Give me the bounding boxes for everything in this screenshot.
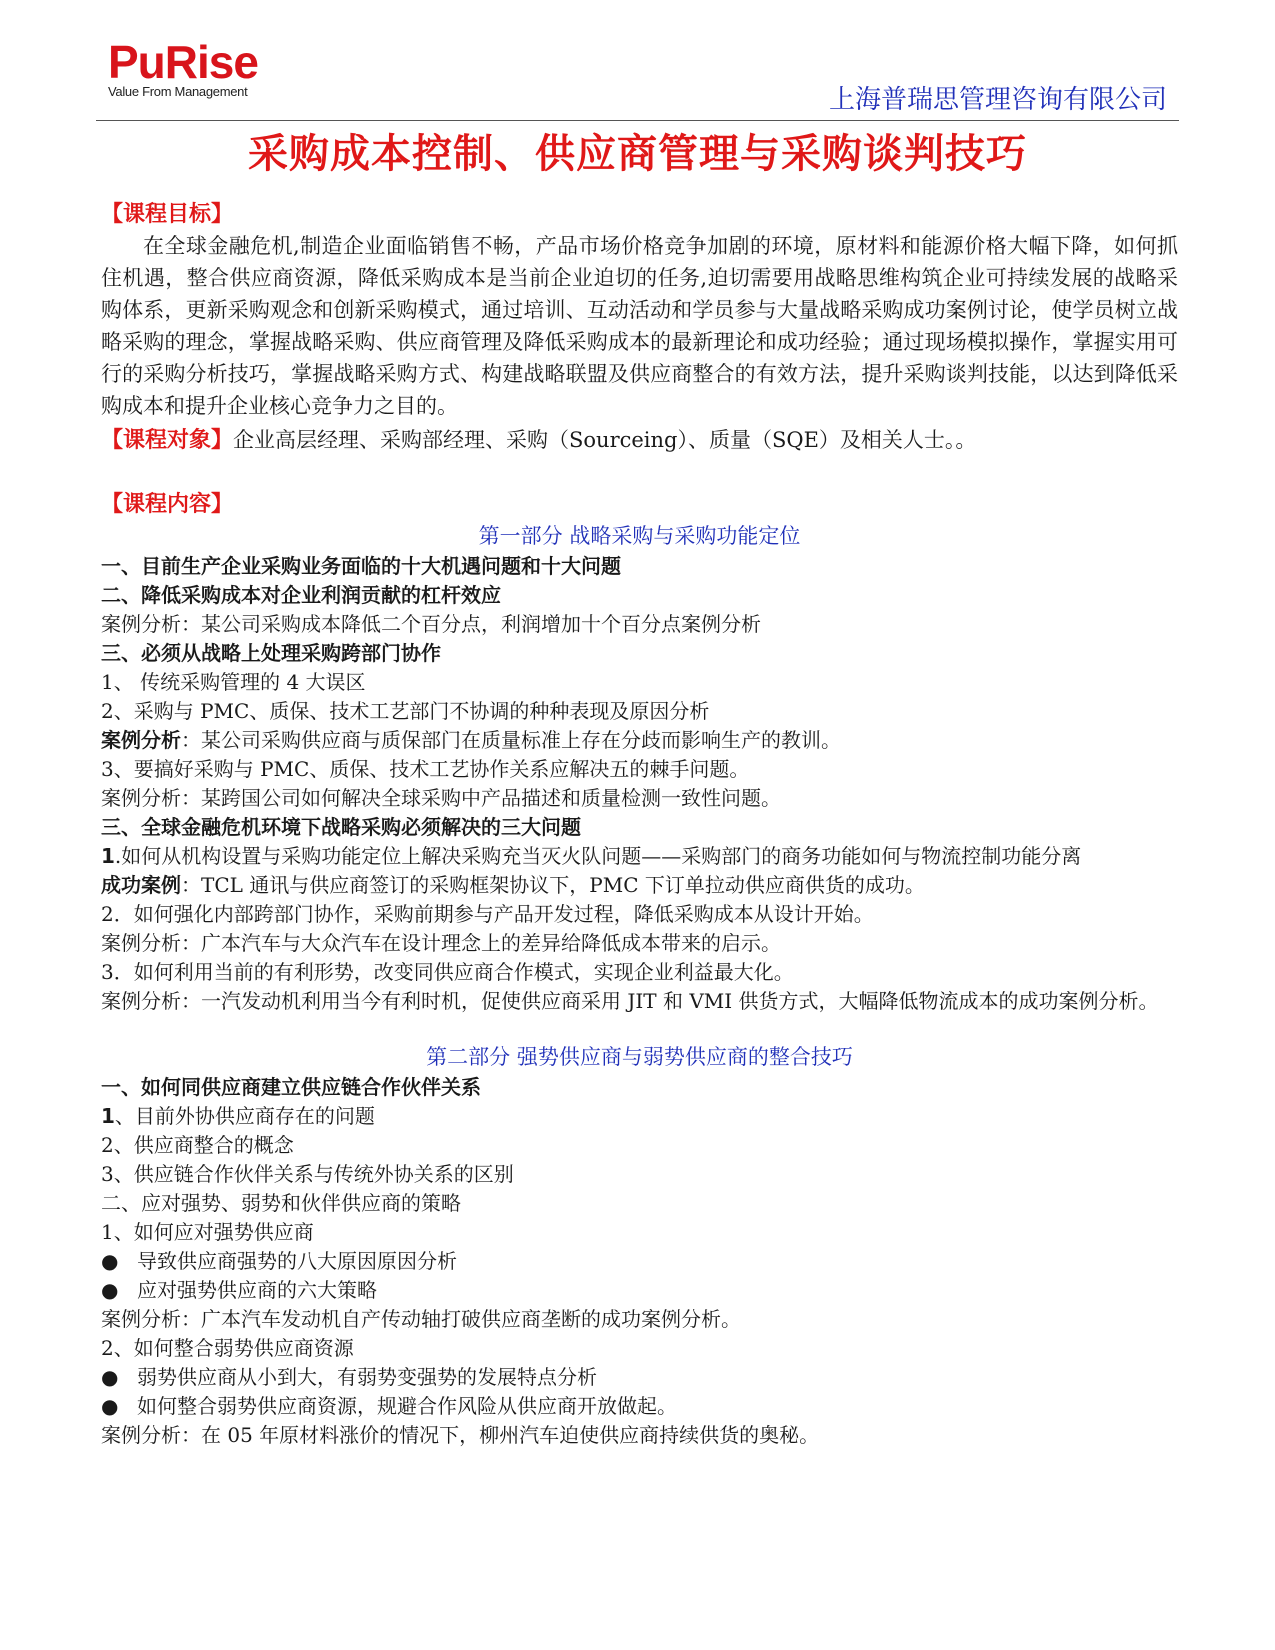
part1-line: 成功案例：TCL 通讯与供应商签订的采购框架协议下，PMC 下订单拉动供应商供货的成功。: [101, 873, 925, 897]
part1-line: 三、必须从战略上处理采购跨部门协作: [101, 641, 441, 665]
logo-tagline: Value From Management: [108, 84, 248, 99]
part1-line: 案例分析：某公司采购供应商与质保部门在质量标准上存在分歧而影响生产的教训。: [101, 728, 841, 752]
part2-line: 2、如何整合弱势供应商资源: [101, 1336, 354, 1360]
bullet-item: ● 导致供应商强势的八大原因原因分析: [101, 1247, 1178, 1276]
part1-line: 2．如何强化内部跨部门协作，采购前期参与产品开发过程，降低采购成本从设计开始。: [101, 902, 874, 926]
part1-line: 案例分析：某跨国公司如何解决全球采购中产品描述和质量检测一致性问题。: [101, 786, 781, 810]
part2-title: 第二部分 强势供应商与弱势供应商的整合技巧: [426, 1045, 853, 1069]
part1-line: 3、要搞好采购与 PMC、质保、技术工艺协作关系应解决五的棘手问题。: [101, 757, 750, 781]
bullet-icon: ●: [101, 1249, 119, 1273]
part2-line: 一、如何同供应商建立供应链合作伙伴关系: [101, 1075, 481, 1099]
part2-line: 1、如何应对强势供应商: [101, 1220, 314, 1244]
part1-line: 2、采购与 PMC、质保、技术工艺部门不协调的种种表现及原因分析: [101, 699, 710, 723]
bullet-icon: ●: [101, 1365, 119, 1389]
part2-line: 1、目前外协供应商存在的问题: [101, 1104, 375, 1128]
case-label: 案例分析: [101, 728, 181, 752]
part1-line: 1、 传统采购管理的 4 大误区: [101, 670, 366, 694]
part1-line: 三、全球金融危机环境下战略采购必须解决的三大问题: [101, 815, 581, 839]
part2-line: 案例分析：在 05 年原材料涨价的情况下，柳州汽车迫使供应商持续供货的奥秘。: [101, 1423, 820, 1447]
document-body: [101, 200, 1178, 1450]
part1-title: 第一部分 战略采购与采购功能定位: [478, 524, 801, 548]
success-case-label: 成功案例: [101, 873, 181, 897]
header-divider: [96, 120, 1179, 121]
part1-line: 案例分析：一汽发动机利用当今有利时机，促使供应商采用 JIT 和 VMI 供货方式，大幅降低物流成本的成功案例分析。: [101, 989, 1159, 1013]
bullet-icon: ●: [101, 1394, 119, 1418]
logo: [108, 36, 258, 100]
part1-line: 案例分析：广本汽车与大众汽车在设计理念上的差异给降低成本带来的启示。: [101, 931, 781, 955]
part2-line: 二、应对强势、弱势和伙伴供应商的策略: [101, 1191, 461, 1215]
objective-heading: 【课程目标】: [101, 202, 234, 227]
part1-line: 二、降低采购成本对企业利润贡献的杠杆效应: [101, 583, 501, 607]
content-heading: 【课程内容】: [101, 492, 234, 517]
document-title: 采购成本控制、供应商管理与采购谈判技巧: [248, 131, 1027, 177]
part2-line: 案例分析：广本汽车发动机自产传动轴打破供应商垄断的成功案例分析。: [101, 1307, 741, 1331]
bullet-item: ● 应对强势供应商的六大策略: [101, 1276, 1178, 1305]
audience-heading: 【课程对象】: [101, 428, 234, 453]
part1-line: 一、目前生产企业采购业务面临的十大机遇问题和十大问题: [101, 554, 621, 578]
audience-line: [101, 424, 1178, 457]
bullet-icon: ●: [101, 1278, 119, 1302]
part1-line: 案例分析：某公司采购成本降低二个百分点，利润增加十个百分点案例分析: [101, 612, 761, 636]
logo-wordmark: PuRise: [108, 36, 258, 88]
bullet-item: ● 弱势供应商从小到大，有弱势变强势的发展特点分析: [101, 1363, 1178, 1392]
bullet-item: ● 如何整合弱势供应商资源，规避合作风险从供应商开放做起。: [101, 1392, 1178, 1421]
part2-line: 2、供应商整合的概念: [101, 1133, 294, 1157]
part1-line: 1.如何从机构设置与采购功能定位上解决采购充当灭火队问题——采购部门的商务功能如何与物流控制功能分离: [101, 844, 1082, 868]
audience-text: 企业高层经理、采购部经理、采购（Sourceing）、质量（SQE）及相关人士。。: [233, 428, 977, 452]
company-name: 上海普瑞思管理咨询有限公司: [828, 85, 1167, 115]
part1-line: 3．如何利用当前的有利形势，改变同供应商合作模式，实现企业利益最大化。: [101, 960, 794, 984]
objective-text: 在全球金融危机,制造企业面临销售不畅，产品市场价格竞争加剧的环境，原材料和能源价格大幅下降，如何抓住机遇，整合供应商资源，降低采购成本是当前企业迫切的任务,迫切需要用战略思维构筑企业可持续发展的战略采购体系，更新采购观念和创新采购模式，通过培训、互动活动和学员参与大量战略采购成功案例讨论，使学员树立战略采购的理念，掌握战略采购、供应商管理及降低采购成本的最新理论和成功经验；通过现场模拟操作，掌握实用可行的采购分析技巧，掌握战略采购方式、构建战略联盟及供应商整合的有效方法，提升采购谈判技能，以达到降低采购成本和提升企业核心竞争力之目的。: [101, 234, 1178, 418]
part2-line: 3、供应链合作伙伴关系与传统外协关系的区别: [101, 1162, 514, 1186]
